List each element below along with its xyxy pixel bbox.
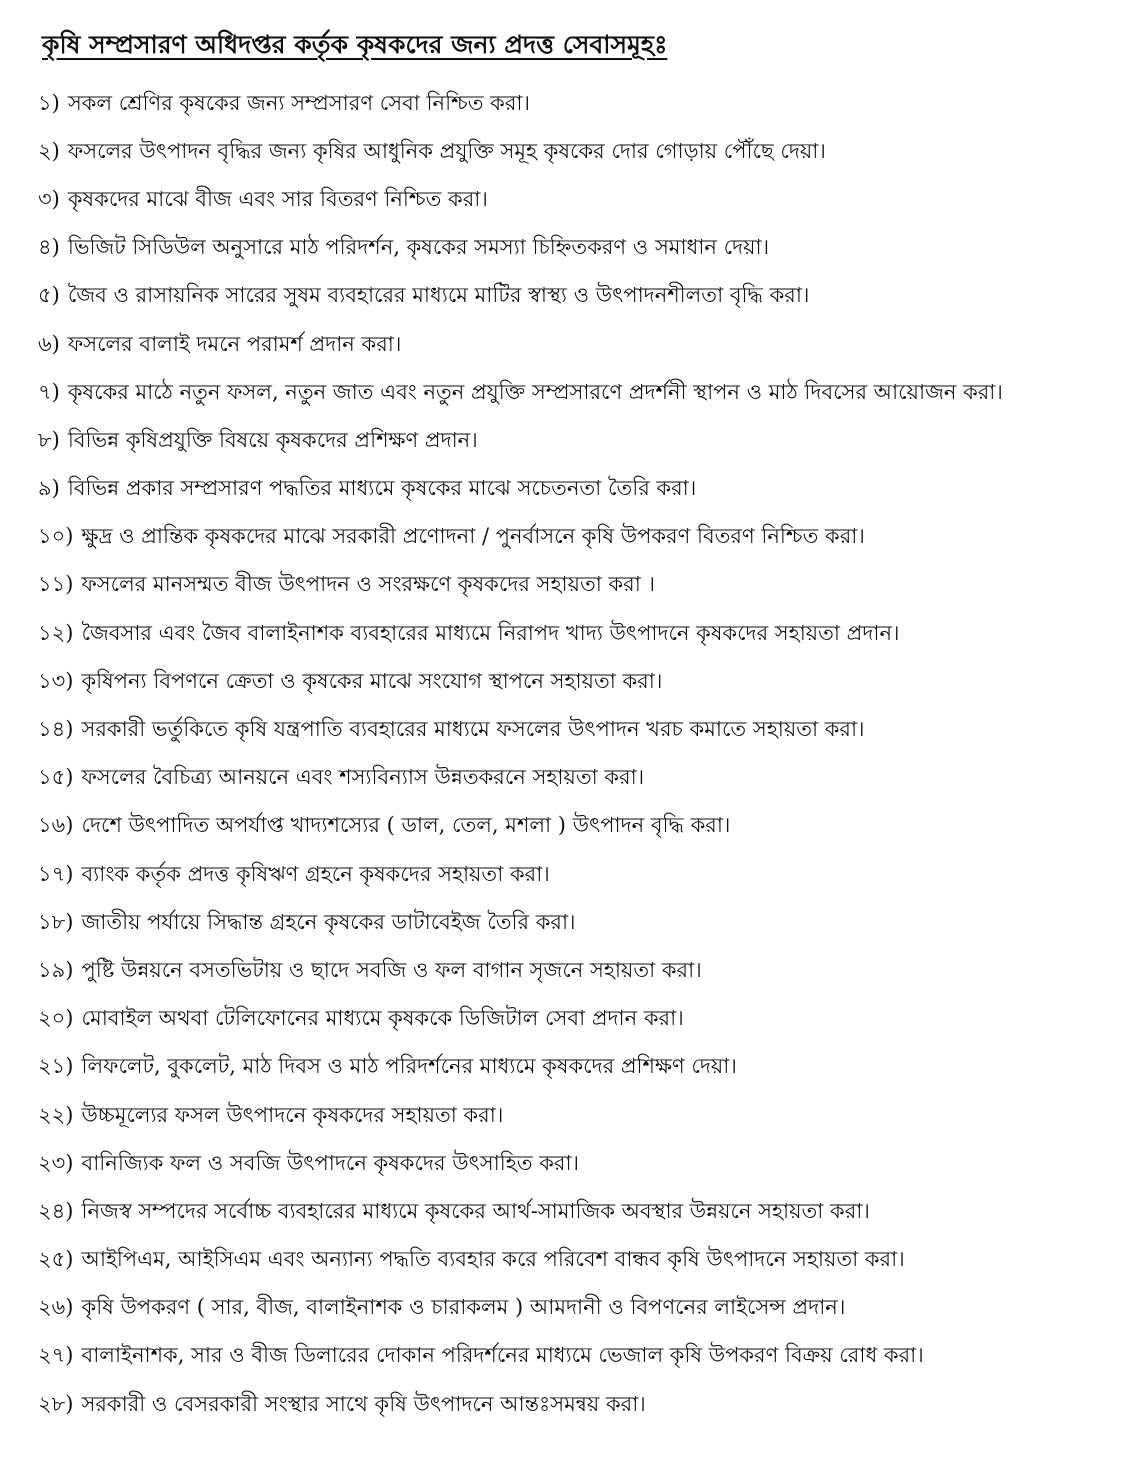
- item-number: ১৭): [38, 861, 74, 886]
- item-text: জাতীয় পর্যায়ে সিদ্ধান্ত গ্রহনে কৃষকের ডাটাবেইজ তৈরি করা।: [81, 909, 576, 934]
- item-text: কৃষকের মাঠে নতুন ফসল, নতুন জাত এবং নতুন প্রযুক্তি সম্প্রসারণে প্রদর্শনী স্থাপন ও মাঠ দিবসের আয়োজন করা।: [67, 379, 1003, 404]
- item-number: ৪): [38, 235, 60, 260]
- item-text: কৃষকদের মাঝে বীজ এবং সার বিতরণ নিশ্চিত করা।: [67, 186, 488, 211]
- list-item: [38, 996, 1118, 1044]
- item-number: ১): [38, 90, 60, 115]
- item-number: ২১): [38, 1054, 74, 1079]
- item-text: লিফলেট, বুকলেট, মাঠ দিবস ও মাঠ পরিদর্শনের মাধ্যমে কৃষকদের প্রশিক্ষণ দেয়া।: [81, 1054, 737, 1079]
- item-text: কৃষিপন্য বিপণনে ক্রেতা ও কৃষকের মাঝে সংযোগ স্থাপনে সহায়তা করা।: [81, 668, 663, 693]
- item-text: মোবাইল অথবা টেলিফোনের মাধ্যমে কৃষককে ডিজিটাল সেবা প্রদান করা।: [81, 1006, 684, 1031]
- item-text: দেশে উৎপাদিত অপর্যাপ্ত খাদ্যশস্যের ( ডাল, তেল, মশলা ) উৎপাদন বৃদ্ধি করা।: [81, 813, 731, 838]
- list-item: [38, 851, 1118, 899]
- item-number: ১৮): [38, 909, 74, 934]
- item-text: ফসলের বালাই দমনে পরামর্শ প্রদান করা।: [67, 331, 402, 356]
- list-item: [38, 225, 1118, 273]
- item-text: সকল শ্রেণির কৃষকের জন্য সম্প্রসারণ সেবা নিশ্চিত করা।: [67, 90, 531, 115]
- list-item: [38, 1285, 1118, 1333]
- item-text: ক্ষুদ্র ও প্রান্তিক কৃষকদের মাঝে সরকারী প্রণোদনা / পুনর্বাসনে কৃষি উপকরণ বিতরণ নিশ্চিত করা।: [81, 524, 865, 549]
- item-text: বিভিন্ন প্রকার সম্প্রসারণ পদ্ধতির মাধ্যমে কৃষকের মাঝে সচেতনতা তৈরি করা।: [67, 476, 697, 501]
- item-text: সরকারী ও বেসরকারী সংস্থার সাথে কৃষি উৎপাদনে আন্তঃসমন্বয় করা।: [81, 1391, 646, 1416]
- item-text: বিভিন্ন কৃষিপ্রযুক্তি বিষয়ে কৃষকদের প্রশিক্ষণ প্রদান।: [67, 427, 478, 452]
- item-text: সরকারী ভর্তুকিতে কৃষি যন্ত্রপাতি ব্যবহারের মাধ্যমে ফসলের উৎপাদন খরচ কমাতে সহায়তা করা।: [81, 717, 865, 742]
- item-number: ১৫): [38, 765, 74, 790]
- list-item: [38, 417, 1118, 465]
- list-item: [38, 899, 1118, 947]
- item-number: ৬): [38, 331, 60, 356]
- list-item: [38, 755, 1118, 803]
- item-number: ২৩): [38, 1150, 74, 1175]
- list-item: [38, 562, 1118, 610]
- item-text: জৈব ও রাসায়নিক সারের সুষম ব্যবহারের মাধ্যমে মাটির স্বাস্থ্য ও উৎপাদনশীলতা বৃদ্ধি করা।: [67, 283, 810, 308]
- list-item: [38, 1092, 1118, 1140]
- list-item: [38, 1381, 1118, 1429]
- item-number: ২৪): [38, 1198, 74, 1223]
- item-number: ২২): [38, 1102, 74, 1127]
- item-text: বালাইনাশক, সার ও বীজ ডিলারের দোকান পরিদর্শনের মাধ্যমে ভেজাল কৃষি উপকরণ বিক্রয় রোধ করা।: [81, 1343, 924, 1368]
- list-item: [38, 273, 1118, 321]
- item-number: ১৬): [38, 813, 74, 838]
- item-number: ২৭): [38, 1343, 74, 1368]
- item-number: ১৯): [38, 957, 74, 982]
- list-item: [38, 369, 1118, 417]
- list-item: [38, 176, 1118, 224]
- list-item: [38, 1044, 1118, 1092]
- item-number: ২): [38, 138, 60, 163]
- item-text: জৈবসার এবং জৈব বালাইনাশক ব্যবহারের মাধ্যমে নিরাপদ খাদ্য উৎপাদনে কৃষকদের সহায়তা প্রদান।: [81, 620, 900, 645]
- item-number: ৯): [38, 476, 60, 501]
- list-item: [38, 80, 1118, 128]
- list-item: [38, 803, 1118, 851]
- item-text: ফসলের বৈচিত্র্য আনয়নে এবং শস্যবিন্যাস উন্নতকরনে সহায়তা করা।: [81, 765, 645, 790]
- item-text: পুষ্টি উন্নয়নে বসতভিটায় ও ছাদে সবজি ও ফল বাগান সৃজনে সহায়তা করা।: [81, 957, 702, 982]
- item-text: ফসলের মানসম্মত বীজ উৎপাদন ও সংরক্ষণে কৃষকদের সহায়তা করা ।: [81, 572, 655, 597]
- item-number: ১৪): [38, 717, 74, 742]
- list-item: [38, 1188, 1118, 1236]
- list-item: [38, 1140, 1118, 1188]
- list-item: [38, 658, 1118, 706]
- item-number: ১২): [38, 620, 74, 645]
- document-title: কৃষি সম্প্রসারণ অধিদপ্তর কর্তৃক কৃষকদের জন্য প্রদত্ত সেবাসমূহঃ: [42, 30, 668, 59]
- item-text: ভিজিট সিডিউল অনুসারে মাঠ পরিদর্শন, কৃষকের সমস্যা চিহ্নিতকরণ ও সমাধান দেয়া।: [67, 235, 770, 260]
- item-text: ব্যাংক কর্তৃক প্রদত্ত কৃষিঋণ গ্রহনে কৃষকদের সহায়তা করা।: [81, 861, 550, 886]
- service-list: [38, 80, 1118, 1429]
- list-item: [38, 466, 1118, 514]
- item-text: বানিজ্যিক ফল ও সবজি উৎপাদনে কৃষকদের উৎসাহিত করা।: [81, 1150, 580, 1175]
- item-number: ২৬): [38, 1295, 74, 1320]
- list-item: [38, 947, 1118, 995]
- list-item: [38, 706, 1118, 754]
- list-item: [38, 321, 1118, 369]
- item-text: উচ্চমূল্যের ফসল উৎপাদনে কৃষকদের সহায়তা করা।: [81, 1102, 504, 1127]
- item-text: আইপিএম, আইসিএম এবং অন্যান্য পদ্ধতি ব্যবহার করে পরিবেশ বান্ধব কৃষি উৎপাদনে সহায়তা করা।: [81, 1247, 905, 1272]
- item-number: ২৫): [38, 1247, 74, 1272]
- item-number: ১১): [38, 572, 74, 597]
- list-item: [38, 1237, 1118, 1285]
- list-item: [38, 514, 1118, 562]
- item-number: ৩): [38, 186, 60, 211]
- item-number: ৮): [38, 427, 60, 452]
- item-text: ফসলের উৎপাদন বৃদ্ধির জন্য কৃষির আধুনিক প্রযুক্তি সমূহ কৃষকের দোর গোড়ায় পৌঁছে দেয়া।: [67, 138, 826, 163]
- item-number: ১৩): [38, 668, 74, 693]
- item-number: ৭): [38, 379, 60, 404]
- item-number: ২৮): [38, 1391, 74, 1416]
- list-item: [38, 128, 1118, 176]
- list-item: [38, 610, 1118, 658]
- item-number: ২০): [38, 1006, 74, 1031]
- list-item: [38, 1333, 1118, 1381]
- item-text: নিজস্ব সম্পদের সর্বোচ্চ ব্যবহারের মাধ্যমে কৃষকের আর্থ-সামাজিক অবস্থার উন্নয়নে সহায়তা করা।: [81, 1198, 870, 1223]
- item-text: কৃষি উপকরণ ( সার, বীজ, বালাইনাশক ও চারাকলম ) আমদানী ও বিপণনের লাইসেন্স প্রদান।: [81, 1295, 846, 1320]
- item-number: ১০): [38, 524, 74, 549]
- item-number: ৫): [38, 283, 60, 308]
